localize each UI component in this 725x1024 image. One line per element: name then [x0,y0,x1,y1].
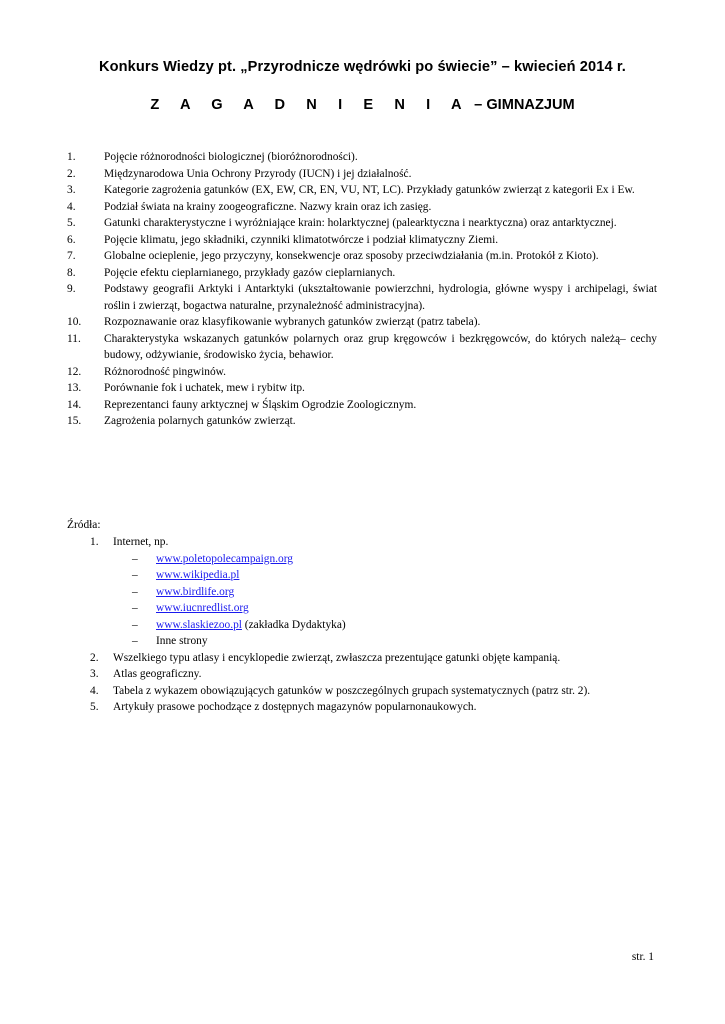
sources-list [90,534,660,716]
dash-bullet: – [132,602,138,614]
page-number: str. 1 [631,951,654,963]
topic-text: Międzynarodowa Unia Ochrony Przyrody (IUCN) i jej działalność. [104,167,412,180]
topic-item [67,248,657,265]
dash-bullet: – [132,569,138,581]
link-slaskiezoo[interactable]: www.slaskiezoo.pl [156,618,242,631]
source-item [90,650,660,667]
link-poletopolecampaign[interactable]: www.poletopolecampaign.org [156,552,293,565]
dash-bullet: – [132,585,138,598]
topic-text: Globalne ocieplenie, jego przyczyny, konsekwencje oraz sposoby przeciwdziałania (m.in. Protokół z Kioto). [104,250,599,262]
source-number: 1. [90,536,99,548]
topic-item [67,413,657,430]
topic-item [67,232,657,249]
dash-bullet: – [132,635,138,647]
topics-list [67,149,657,430]
topic-number: 15. [67,415,82,427]
topic-text: Kategorie zagrożenia gatunków (EX, EW, CR, EN, VU, NT, LC). Przykłady gatunków zwierząt z kategorii Ex i Ew. [104,184,635,196]
other-pages-text: Inne strony [156,635,208,647]
source-item [90,699,660,716]
topic-text: Pojęcie klimatu, jego składniki, czynniki klimatotwórcze i podział klimatyczny Ziemi. [104,233,499,246]
topic-text: Reprezentanci fauny arktycznej w Śląskim Ogrodzie Zoologicznym. [104,398,417,411]
links-list [113,551,660,650]
topic-item [67,397,657,414]
topic-text: Rozpoznawanie oraz klasyfikowanie wybranych gatunków zwierząt (patrz tabela). [104,316,481,328]
source-number: 5. [90,701,99,713]
source-item [90,683,660,700]
source-text: Wszelkiego typu atlasy i encyklopedie zwierząt, zwłaszcza prezentujące gatunki objęte kampanią. [113,651,561,664]
topic-item [67,314,657,331]
topic-number: 7. [67,250,76,262]
link-item [113,567,660,584]
source-item [90,534,660,650]
topic-item [67,265,657,282]
topic-number: 5. [67,217,76,229]
link-item [113,633,660,650]
topic-item [67,281,657,314]
link-wikipedia[interactable]: www.wikipedia.pl [156,569,240,581]
subtitle-spaced: Z A G A D N I E N I A [150,97,471,113]
topic-item [67,215,657,232]
document-title: Konkurs Wiedzy pt. „Przyrodnicze wędrówki po świecie” – kwiecień 2014 r. [99,59,626,75]
source-number: 3. [90,668,99,680]
topic-number: 11. [67,332,81,345]
source-text: Tabela z wykazem obowiązujących gatunków w poszczególnych grupach systematycznych (patrz str. 2). [113,684,591,697]
link-item [113,600,660,617]
dash-bullet: – [132,552,138,565]
source-item [90,666,660,683]
source-text: Internet, np. [113,536,169,548]
topic-text: Zagrożenia polarnych gatunków zwierząt. [104,415,296,427]
source-text: Atlas geograficzny. [113,668,202,680]
topic-text: Pojęcie efektu cieplarnianego, przykłady gazów cieplarnianych. [104,266,396,279]
link-item [113,584,660,601]
topic-text: Gatunki charakterystyczne i wyróżniające krain: holarktycznej (palearktyczna i nearktyczna) oraz antarktycznej. [104,217,617,229]
topic-number: 6. [67,233,76,246]
topic-number: 12. [67,365,82,378]
topic-item [67,149,657,166]
topic-item [67,364,657,381]
sources-heading: Źródła: [67,519,101,531]
topic-number: 2. [67,167,76,180]
topic-item [67,331,657,364]
topic-number: 1. [67,151,76,163]
topic-text: Pojęcie różnorodności biologicznej (bioróżnorodności). [104,151,358,163]
subtitle-rest: – GIMNAZJUM [470,97,575,113]
dash-bullet: – [132,618,138,631]
topic-number: 14. [67,398,82,411]
topic-text: Podział świata na krainy zoogeograficzne. Nazwy krain oraz ich zasięg. [104,200,432,213]
topic-number: 8. [67,266,76,279]
topic-number: 9. [67,283,76,295]
topic-item [67,182,657,199]
link-birdlife[interactable]: www.birdlife.org [156,585,235,598]
topic-number: 13. [67,382,82,394]
document-subtitle [0,97,725,113]
topic-number: 4. [67,200,76,213]
link-item [113,551,660,568]
topic-text: Różnorodność pingwinów. [104,365,227,378]
link-item [113,617,660,634]
source-number: 2. [90,651,99,664]
topic-item [67,199,657,216]
topic-number: 3. [67,184,76,196]
topic-number: 10. [67,316,82,328]
source-number: 4. [90,684,99,697]
topic-item [67,380,657,397]
topic-text: Podstawy geografii Arktyki i Antarktyki (ukształtowanie powierzchni, hydrologia, główne wyspy i archipelagi, świat roślin i zwierząt, bogactwa naturalne, przynależność administracyjna). [104,283,657,312]
topic-item [67,166,657,183]
topic-text: Porównanie fok i uchatek, mew i rybitw itp. [104,382,305,394]
source-text: Artykuły prasowe pochodzące z dostępnych magazynów popularnonaukowych. [113,701,477,713]
topic-text: Charakterystyka wskazanych gatunków polarnych oraz grup kręgowców i bezkręgowców, do których należą– cechy budowy, odżywianie, środowisko życia, behawior. [104,332,657,361]
link-suffix: (zakładka Dydaktyka) [241,618,346,631]
link-iucnredlist[interactable]: www.iucnredlist.org [156,602,249,614]
